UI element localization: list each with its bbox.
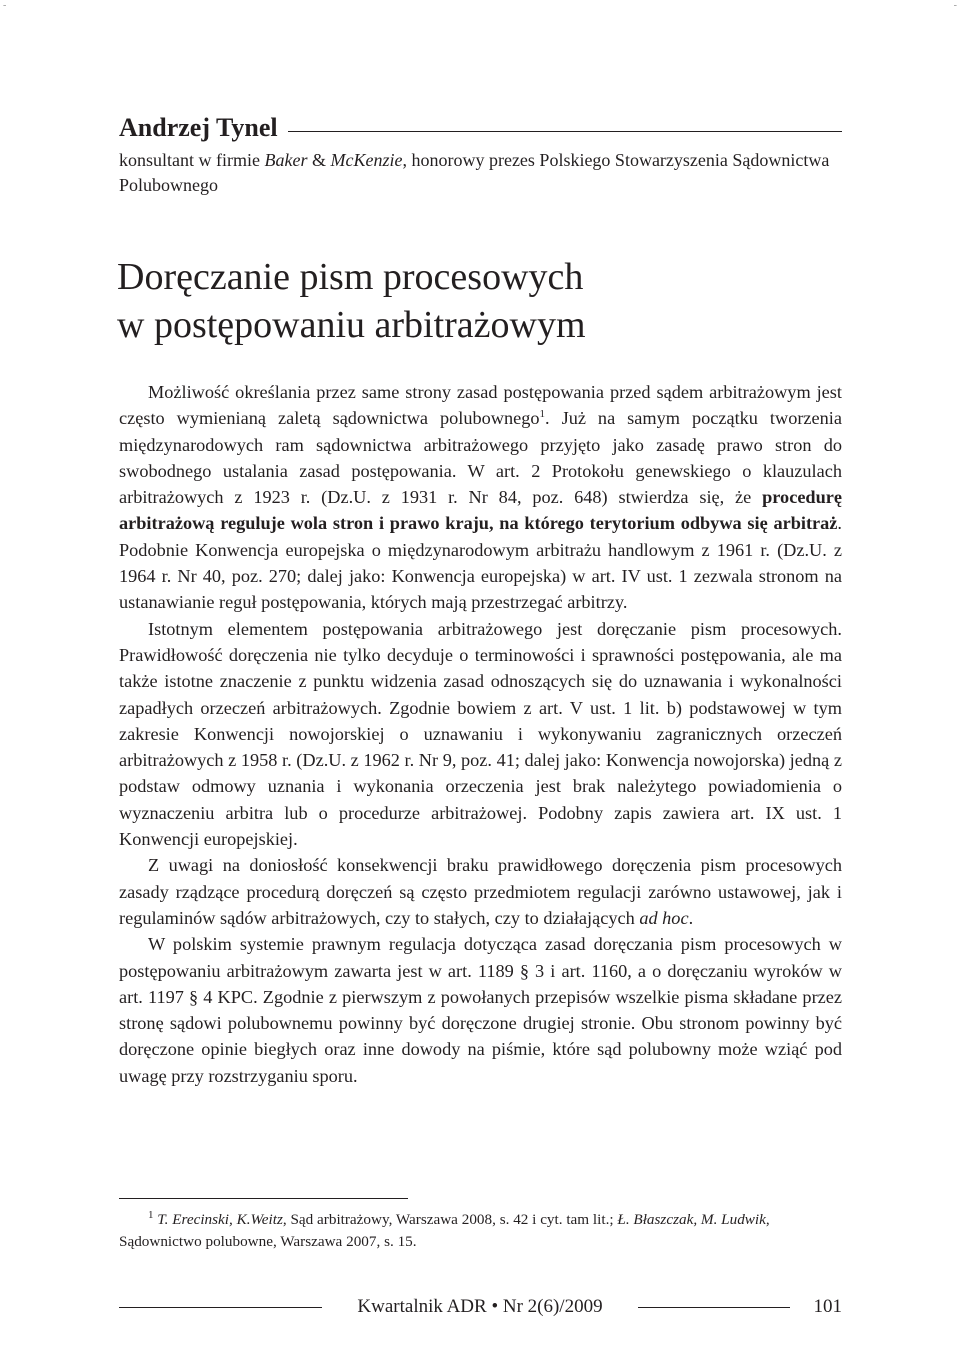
footnote-number: 1 — [148, 1208, 154, 1221]
paragraph-1-text-b: . Już na samym początku tworzenia międzynarodowych ram sądownictwa arbitrażowego przyjęto jako zasadę prawo stron do swobodnego ustalania zasad postępowania. W art. 2 Protokołu genewskiego o klauzulach arbitrażowych z 1923 r. (Dz.U. z 1931 r. Nr 84, poz. 648) stwierdza się, że — [119, 408, 842, 508]
article-title — [117, 253, 857, 349]
footnote-authors-1: T. Erecinski, K.Weitz — [157, 1211, 283, 1228]
author-header — [119, 113, 842, 143]
affiliation-text-3: , honorowy prezes Polskiego Stowarzyszenia Sądownictwa Polubownego — [119, 150, 830, 195]
author-name: Andrzej Tynel — [119, 113, 278, 142]
footnote-text-2: , Sądownictwo polubowne, Warszawa 2007, s. 15. — [119, 1211, 770, 1250]
footnote-rule — [119, 1198, 408, 1199]
author-rule — [288, 131, 842, 132]
affiliation-text-1: konsultant w firmie — [119, 150, 265, 170]
paragraph-1-text-a: Możliwość określania przez same strony zasad postępowania przed sądem arbitrażowym jest często wymienianą zaletą sądownictwa polubownego — [119, 382, 842, 429]
paragraph-3-text-b: . — [688, 907, 694, 928]
footnote-text-1: , Sąd arbitrażowy, Warszawa 2008, s. 42 i cyt. tam lit.; — [282, 1211, 618, 1228]
crop-mark-right: - — [953, 0, 957, 11]
title-line-2: w postępowaniu arbitrażowym — [117, 304, 586, 346]
journal-name: Kwartalnik ADR • Nr 2(6)/2009 — [357, 1296, 603, 1317]
firm-name-mckenzie: McKenzie — [330, 150, 403, 170]
paragraph-1-text-c: . Podobnie Konwencja europejska o międzynarodowym arbitrażu handlowym z 1961 r. (Dz.U. z 1964 r. Nr 40, poz. 270; dalej jako: Konwencja europejska) w art. IV ust. 1 zezwala stronom na ustanawianie reguł postępowania, których mają przestrzegać arbitrzy. — [119, 513, 842, 613]
footnote-1 — [119, 1209, 842, 1253]
paragraph-2: Istotnym elementem postępowania arbitrażowego jest doręczanie pism procesowych. Prawidłowość doręczenia nie tylko decyduje o terminowości i sprawności postępowania, ale ma także istotne znaczenie z punktu widzenia zasad odnoszących się do uznawania i wykonalności zapadłych orzeczeń arbitrażowych. Zgodnie bowiem z art. V ust. 1 lit. b) podstawowej w tym zakresie Konwencji nowojorskiej o uznawaniu i wykonywaniu zagranicznych orzeczeń arbitrażowych z 1958 r. (Dz.U. z 1962 r. Nr 9, poz. 41; dalej jako: Konwencja nowojorska) jedną z podstaw odmowy uznania i wykonania orzeczenia jest brak należytego powiadomienia o wyznaczeniu arbitra lub o procedurze arbitrażowej. Podobny zapis zawiera art. IX ust. 1 Konwencji europejskiej. — [119, 618, 842, 850]
paragraph-3-text-a: Z uwagi na doniosłość konsekwencji braku prawidłowego doręczenia pism procesowych zasady rządzące procedurą doręczeń są często przedmiotem regulacji zarówno ustawowej, jak i regulaminów sądów arbitrażowych, czy to stałych, czy to działających — [119, 855, 842, 928]
article-body — [119, 379, 842, 1089]
paragraph-1 — [119, 379, 842, 616]
footnote-authors-2: Ł. Błaszczak, M. Ludwik — [617, 1211, 766, 1228]
author-affiliation — [119, 148, 842, 198]
footnote-ref-1: 1 — [539, 408, 546, 421]
footnote — [119, 1209, 842, 1253]
paragraph-3 — [119, 852, 842, 931]
paragraph-3-italic: ad hoc — [639, 907, 689, 928]
page-number: 101 — [813, 1296, 842, 1317]
paragraph-4: W polskim systemie prawnym regulacja dotycząca zasad doręczania pism procesowych w postępowaniu arbitrażowym zawarta jest w art. 1189 § 3 i art. 1160, a o doręczaniu wyroków w art. 1197 § 4 KPC. Zgodnie z pierwszym z powołanych przepisów wszelkie pisma składane przez stronę sądowi polubownemu powinny być doręczone drugiej stronie. Obu stronom powinny być doręczone opinie biegłych oraz inne dowody na piśmie, które sąd polubowny może wziąć pod uwagę przy rozstrzyganiu sporu. — [119, 934, 842, 1086]
footer-rule-right — [638, 1307, 790, 1308]
crop-mark-left: - — [3, 0, 7, 11]
footer-rule-left — [119, 1307, 322, 1308]
affiliation-text-2: & — [307, 150, 331, 170]
paragraph-1-bold: procedurę arbitrażową reguluje wola stron i prawo kraju, na którego terytorium odbywa się arbitraż — [119, 487, 842, 534]
firm-name-baker: Baker — [264, 150, 308, 170]
page-footer — [119, 1292, 842, 1322]
title-line-1: Doręczanie pism procesowych — [117, 256, 584, 298]
